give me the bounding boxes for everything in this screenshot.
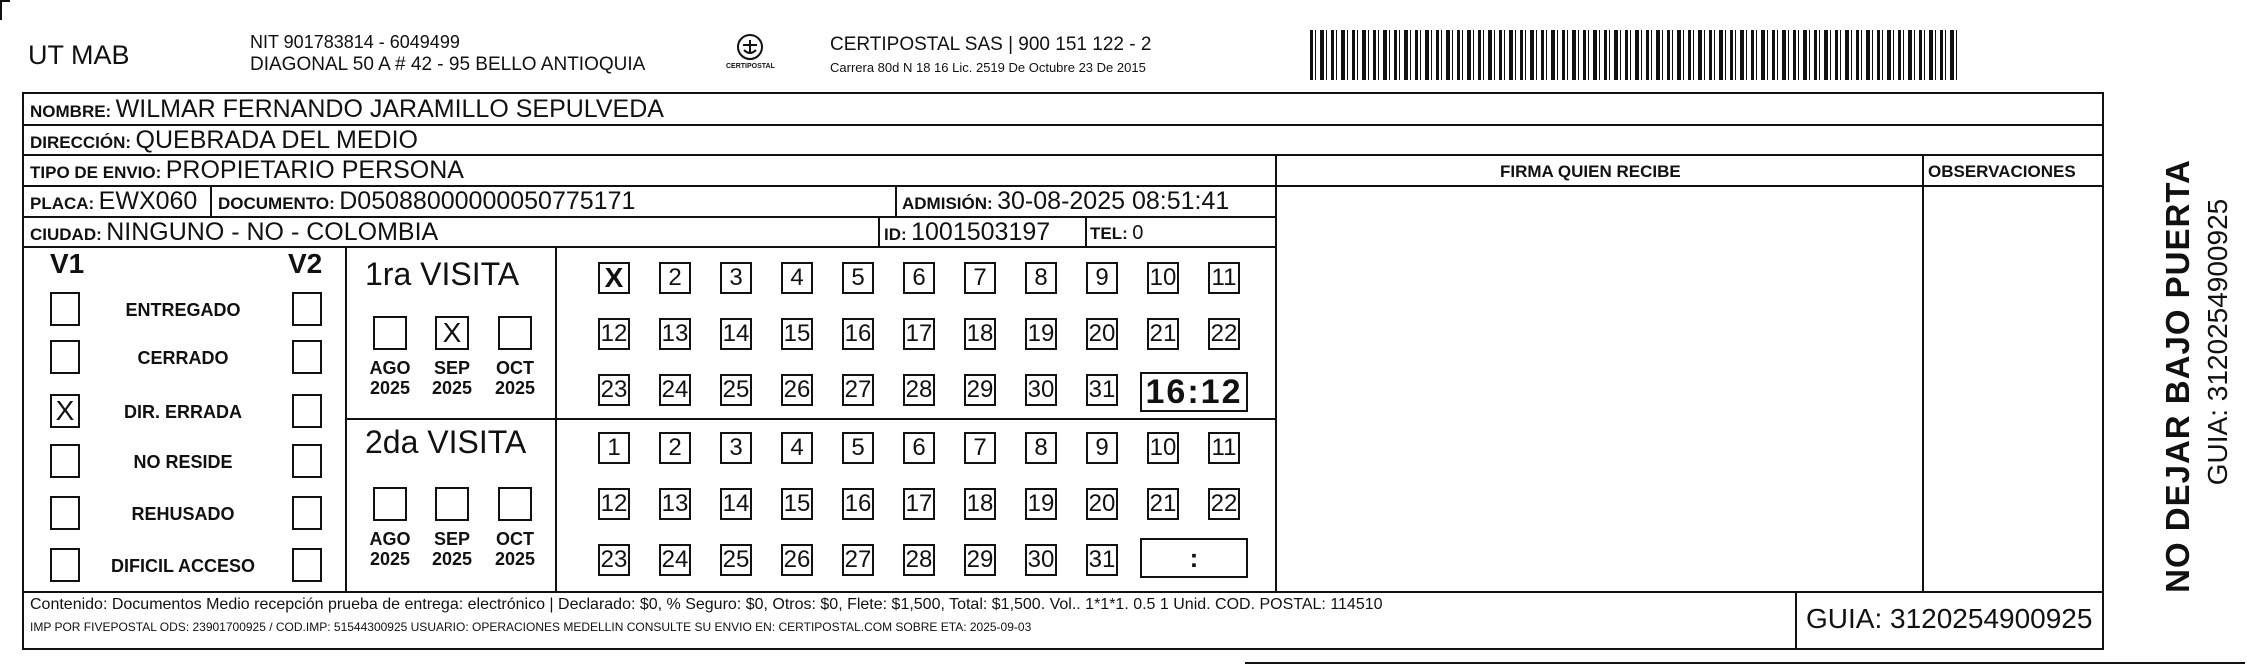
day-box-10[interactable]: 10	[1147, 432, 1179, 464]
month-name: SEP	[433, 358, 471, 378]
day-box-22[interactable]: 22	[1208, 488, 1240, 520]
v2-checkbox[interactable]	[292, 394, 322, 428]
day-box-12[interactable]: 12	[598, 488, 630, 520]
v2-checkbox[interactable]	[292, 548, 322, 582]
day-box-2[interactable]: 2	[659, 262, 691, 294]
day-box-7[interactable]: 7	[964, 432, 996, 464]
footer-guia: GUIA: 3120254900925	[1806, 603, 2093, 634]
v1-checkbox[interactable]	[50, 444, 80, 478]
day-box-2[interactable]: 2	[659, 432, 691, 464]
first-visit-time[interactable]: 16:12	[1140, 372, 1248, 412]
cell-divider	[878, 218, 880, 246]
day-box-18[interactable]: 18	[964, 318, 996, 350]
day-box-21[interactable]: 21	[1147, 318, 1179, 350]
v1-checkbox[interactable]	[50, 340, 80, 374]
v1-checkbox[interactable]	[50, 496, 80, 530]
type-label: TIPO DE ENVIO:	[30, 163, 162, 182]
day-box-15[interactable]: 15	[781, 488, 813, 520]
day-box-8[interactable]: 8	[1025, 262, 1057, 294]
day-box-1[interactable]: 1	[598, 432, 630, 464]
day-box-13[interactable]: 13	[659, 318, 691, 350]
plate-field	[30, 187, 197, 216]
day-box-9[interactable]: 9	[1086, 432, 1118, 464]
day-box-23[interactable]: 23	[598, 544, 630, 576]
side-notice: NO DEJAR BAJO PUERTA	[2159, 159, 2196, 593]
company-name: CERTIPOSTAL SAS | 900 151 122 - 2	[830, 34, 1152, 55]
day-box-24[interactable]: 24	[659, 544, 691, 576]
v1-checkbox[interactable]	[50, 548, 80, 582]
month-label	[490, 358, 540, 398]
day-box-5[interactable]: 5	[842, 262, 874, 294]
month-year: 2025	[431, 549, 473, 569]
day-box-28[interactable]: 28	[903, 374, 935, 406]
address-value: QUEBRADA DEL MEDIO	[135, 126, 418, 154]
month-label	[427, 529, 477, 569]
day-box-22[interactable]: 22	[1208, 318, 1240, 350]
month-label	[365, 358, 415, 398]
day-box-26[interactable]: 26	[781, 544, 813, 576]
v2-label: V2	[288, 248, 323, 279]
day-box-31[interactable]: 31	[1086, 544, 1118, 576]
v2-checkbox[interactable]	[292, 292, 322, 326]
day-box-23[interactable]: 23	[598, 374, 630, 406]
day-box-25[interactable]: 25	[720, 544, 752, 576]
day-box-21[interactable]: 21	[1147, 488, 1179, 520]
id-label: ID:	[884, 225, 907, 244]
day-box-19[interactable]: 19	[1025, 318, 1057, 350]
day-box-9[interactable]: 9	[1086, 262, 1118, 294]
day-box-30[interactable]: 30	[1025, 544, 1057, 576]
day-box-26[interactable]: 26	[781, 374, 813, 406]
address-label: DIRECCIÓN:	[30, 133, 132, 152]
crop-mark	[0, 0, 2, 20]
name-label: NOMBRE:	[30, 102, 112, 121]
day-box-7[interactable]: 7	[964, 262, 996, 294]
v1-checkbox[interactable]: X	[50, 394, 80, 428]
first-visit-label: 1ra VISITA	[365, 256, 520, 292]
day-box-16[interactable]: 16	[842, 318, 874, 350]
day-box-4[interactable]: 4	[781, 262, 813, 294]
month-checkbox[interactable]	[498, 316, 532, 350]
reason-label: CERRADO	[137, 348, 229, 368]
day-box-20[interactable]: 20	[1086, 488, 1118, 520]
company-license: Carrera 80d N 18 16 Lic. 2519 De Octubre 23 De 2015	[830, 60, 1146, 75]
month-checkbox[interactable]	[498, 487, 532, 521]
footer-print-info: IMP POR FIVEPOSTAL ODS: 23901700925 / COD.IMP: 51544300925 USUARIO: OPERACIONES MEDELLIN CONSULTE SU ENVIO EN: CERTIPOSTAL.COM SOBRE ETA: 2025-09-03	[30, 620, 1032, 634]
column-divider	[1922, 154, 1924, 591]
header-divider	[1275, 185, 2104, 187]
type-field	[30, 156, 464, 185]
second-visit-label: 2da VISITA	[365, 424, 527, 460]
month-name: AGO	[369, 529, 411, 549]
tel-field	[1090, 222, 1143, 245]
month-checkbox[interactable]: X	[435, 316, 469, 350]
city-field	[30, 218, 438, 247]
month-year: 2025	[369, 378, 411, 398]
day-box-30[interactable]: 30	[1025, 374, 1057, 406]
month-name: OCT	[496, 358, 534, 378]
admission-value: 30-08-2025 08:51:41	[997, 187, 1230, 215]
column-divider	[1275, 185, 1277, 591]
day-box-27[interactable]: 27	[842, 544, 874, 576]
day-box-3[interactable]: 3	[720, 432, 752, 464]
month-checkbox[interactable]	[373, 316, 407, 350]
day-box-17[interactable]: 17	[903, 488, 935, 520]
day-box-6[interactable]: 6	[903, 432, 935, 464]
day-box-10[interactable]: 10	[1147, 262, 1179, 294]
month-label	[365, 529, 415, 569]
edge-line	[1245, 662, 2245, 664]
cell-divider	[210, 187, 212, 216]
day-box-1[interactable]: X	[598, 262, 630, 294]
day-box-20[interactable]: 20	[1086, 318, 1118, 350]
day-box-12[interactable]: 12	[598, 318, 630, 350]
month-checkbox[interactable]	[373, 487, 407, 521]
v2-checkbox[interactable]	[292, 340, 322, 374]
signature-header: FIRMA QUIEN RECIBE	[1500, 162, 1681, 181]
month-year: 2025	[431, 378, 473, 398]
sender-address: DIAGONAL 50 A # 42 - 95 BELLO ANTIOQUIA	[250, 54, 646, 75]
observations-header: OBSERVACIONES	[1928, 162, 2076, 181]
day-box-3[interactable]: 3	[720, 262, 752, 294]
day-box-28[interactable]: 28	[903, 544, 935, 576]
city-label: CIUDAD:	[30, 225, 102, 244]
reason-label: REHUSADO	[131, 504, 235, 524]
column-divider	[1275, 154, 1277, 185]
sender-nit: NIT 901783814 - 6049499	[250, 32, 460, 52]
day-box-25[interactable]: 25	[720, 374, 752, 406]
v1-checkbox[interactable]	[50, 292, 80, 326]
day-box-11[interactable]: 11	[1208, 432, 1240, 464]
reason-label: DIFICIL ACCESO	[110, 556, 255, 576]
v2-checkbox[interactable]	[292, 496, 322, 530]
cell-divider	[895, 187, 897, 216]
crop-mark	[0, 0, 10, 2]
month-label	[490, 529, 540, 569]
sender-name: UT MAB	[28, 40, 130, 70]
day-box-14[interactable]: 14	[720, 318, 752, 350]
day-box-5[interactable]: 5	[842, 432, 874, 464]
day-box-19[interactable]: 19	[1025, 488, 1057, 520]
month-checkbox[interactable]	[435, 487, 469, 521]
address-field	[30, 126, 418, 155]
day-box-18[interactable]: 18	[964, 488, 996, 520]
v2-checkbox[interactable]	[292, 444, 322, 478]
month-year: 2025	[369, 549, 411, 569]
id-value: 1001503197	[911, 218, 1051, 246]
certipostal-logo	[726, 32, 775, 74]
month-year: 2025	[494, 378, 536, 398]
day-box-24[interactable]: 24	[659, 374, 691, 406]
day-box-14[interactable]: 14	[720, 488, 752, 520]
id-field	[884, 218, 1050, 247]
day-box-29[interactable]: 29	[964, 544, 996, 576]
admission-label: ADMISIÓN:	[902, 194, 993, 213]
footer-divider	[22, 591, 2104, 593]
document-field	[218, 187, 635, 216]
reason-label: DIR. ERRADA	[123, 402, 242, 422]
day-box-17[interactable]: 17	[903, 318, 935, 350]
v1-label: V1	[50, 248, 85, 279]
day-box-16[interactable]: 16	[842, 488, 874, 520]
day-box-8[interactable]: 8	[1025, 432, 1057, 464]
footer-content: Contenido: Documentos Medio recepción prueba de entrega: electrónico | Declarado: $0, % Seguro: $0, Otros: $0, Flete: $1,500, Total: $1,500. Vol.. 1*1*1. 0.5 1 Unid. COD. POSTAL: 114510	[30, 596, 1383, 613]
logo-text: CERTIPOSTAL	[726, 63, 775, 70]
month-year: 2025	[494, 549, 536, 569]
document-value: D05088000000050775171	[339, 187, 636, 215]
day-box-6[interactable]: 6	[903, 262, 935, 294]
day-box-11[interactable]: 11	[1208, 262, 1240, 294]
day-box-29[interactable]: 29	[964, 374, 996, 406]
reason-label: ENTREGADO	[125, 300, 241, 320]
second-visit-time[interactable]: :	[1140, 538, 1248, 578]
day-box-13[interactable]: 13	[659, 488, 691, 520]
cell-divider	[1085, 218, 1087, 246]
tel-label: TEL:	[1090, 224, 1128, 243]
month-name: OCT	[496, 529, 534, 549]
side-guia: GUIA: 3120254900925	[2202, 198, 2233, 486]
day-box-15[interactable]: 15	[781, 318, 813, 350]
day-box-31[interactable]: 31	[1086, 374, 1118, 406]
month-label	[427, 358, 477, 398]
cell-divider	[1795, 593, 1797, 650]
admission-field	[902, 187, 1229, 216]
barcode	[1310, 30, 1958, 80]
day-box-27[interactable]: 27	[842, 374, 874, 406]
month-name: AGO	[369, 358, 411, 378]
tel-value: 0	[1132, 222, 1144, 244]
name-value: WILMAR FERNANDO JARAMILLO SEPULVEDA	[115, 95, 664, 123]
name-field	[30, 95, 664, 124]
reason-label: NO RESIDE	[133, 452, 233, 472]
type-value: PROPIETARIO PERSONA	[165, 156, 464, 184]
visits-divider	[345, 418, 1275, 420]
month-name: SEP	[433, 529, 471, 549]
day-box-4[interactable]: 4	[781, 432, 813, 464]
plate-value: EWX060	[98, 187, 198, 215]
plate-label: PLACA:	[30, 194, 95, 213]
city-value: NINGUNO - NO - COLOMBIA	[106, 218, 439, 246]
document-label: DOCUMENTO:	[218, 194, 335, 213]
